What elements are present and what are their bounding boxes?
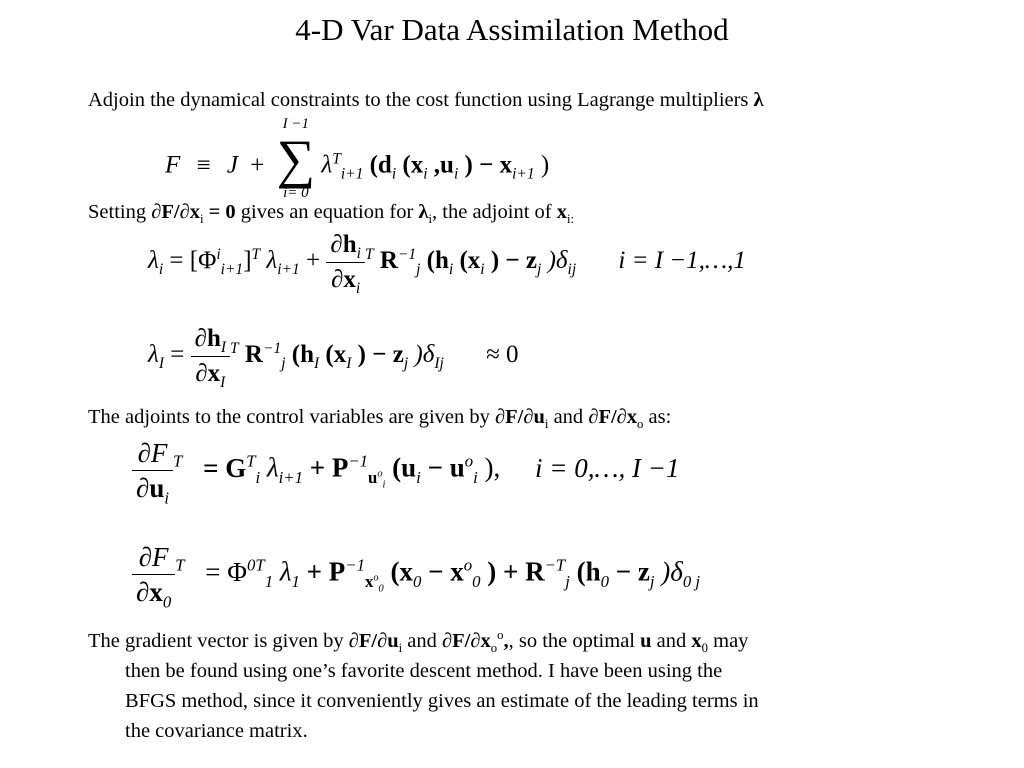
gradient-text-line2: then be found using one’s favorite descent method. I have been using the: [125, 660, 723, 682]
equation-gradient-u: $\frac{\partial F}{\partial u_i}$ $^T = G^T_i$ $\lambda_{i+1} + P^{-1}_{u^o_i}$ ($u_i - u^o_i$ ), i = 0,…, I −1: [132, 436, 679, 505]
equation-cost-function: F ≡ J + I −1 ∑ i= 0 $\lambda^T_{i+1}$ ($d_i$ ($x_i$ $,u_i$ ) − $x_{i+1}$ ): [165, 116, 550, 201]
adjoint-controls-text: The adjoints to the control variables are given by $\partial F/\partial u_i$ and $\partial F/\partial x_o$ as:: [88, 406, 672, 432]
equation-adjoint-lambda-i: $\lambda_i = [\Phi^i_{i+1}]^T$ $\lambda_{i+1}$ + $\frac{\partial h_i}{\partial x_i}$ $^T$ $R^{-1}_j$ ($h_i$ ($x_i$ ) − $z_j$ )$\delta_{ij}$ i = I −1,…,1: [148, 228, 746, 297]
setting-text: Setting $\partial F/\partial x_i = 0$ gives an equation for $\lambda_i$, the adjoint of $x_{i:}$: [88, 201, 575, 227]
gradient-text-line3: BFGS method, since it conveniently gives an estimate of the leading terms in: [125, 690, 759, 712]
equation-gradient-x0: $\frac{\partial F}{\partial x_0}$ $^T = \Phi^{0T}_1$ $\lambda_1 + P^{-1}_{x^o_0}$ ($x_0 - x^o_0$ ) + $R^{-T}_j$ ($h_0 - z_j$ )$\delta_{0 j}$: [132, 540, 700, 609]
equation-adjoint-lambda-I: $\lambda_I$ = $\frac{\partial h_I}{\partial x_I}$ $^T$ $R^{-1}_j$ ($h_I$ ($x_I$ ) − $z_j$ )$\delta_{Ij} \approx 0$: [148, 322, 519, 391]
intro-text: Adjoin the dynamical constraints to the cost function using Lagrange multipliers λ: [88, 89, 764, 111]
gradient-text-line4: the covariance matrix.: [125, 720, 308, 742]
gradient-text-line1: The gradient vector is given by $\partial F/\partial u_i$ and $\partial F/\partial x_o^o$,, so the optimal u and $x_0$ may: [88, 628, 749, 656]
slide-title: 4-D Var Data Assimilation Method: [295, 12, 729, 47]
